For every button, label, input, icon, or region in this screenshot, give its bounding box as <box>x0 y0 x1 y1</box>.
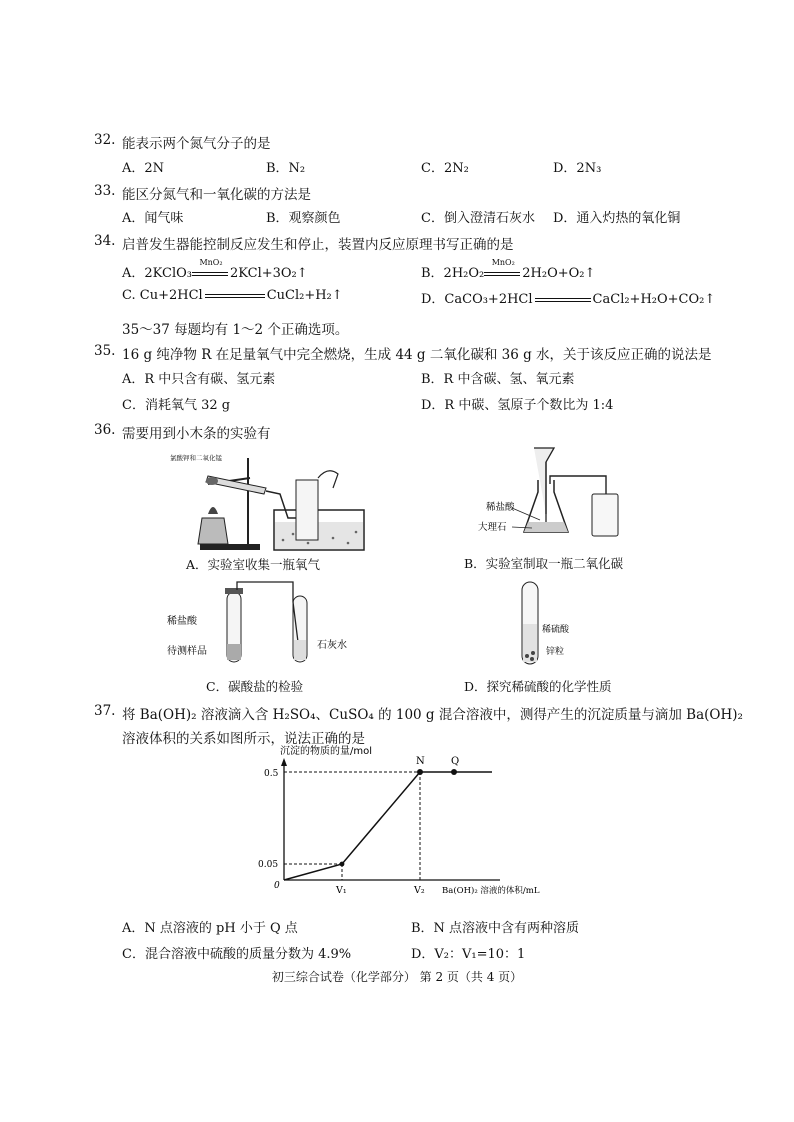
q37-option-d: D．V₂：V₁=10：1 <box>411 947 526 962</box>
q32-stem: 能表示两个氮气分子的是 <box>122 136 271 152</box>
q35-option-d: D．R 中碳、氢原子个数比为 1:4 <box>421 398 614 413</box>
page-footer: 初三综合试卷（化学部分） 第 2 页（共 4 页） <box>271 970 523 984</box>
figure-c-label-sample: 待测样品 <box>167 646 207 657</box>
q35-stem: 16 g 纯净物 R 在足量氧气中完全燃烧，生成 44 g 二氧化碳和 36 g 水，关于该反应正确的说法是 <box>122 347 712 363</box>
q37-option-a: A．N 点溶液的 pH 小于 Q 点 <box>122 921 298 936</box>
q36-caption-a: A．实验室收集一瓶氧气 <box>186 557 321 572</box>
q34-c-products: CuCl₂+H₂↑ <box>266 288 343 303</box>
q34-a-products: 2KCl+3O₂↑ <box>230 266 308 281</box>
q34-a-catalyst: MnO₂ <box>199 258 223 267</box>
figure-d-sulfuric-acid <box>508 578 598 670</box>
q34-option-a <box>122 258 308 281</box>
q34-c-equals <box>205 294 265 298</box>
q37-chart <box>258 740 570 900</box>
chart-point-v1 <box>340 862 345 867</box>
q34-d-products: CaCl₂+H₂O+CO₂↑ <box>592 292 716 307</box>
q35-number: 35. <box>94 343 116 359</box>
q32-option-d: D．2N₃ <box>553 161 602 176</box>
q34-d-equals <box>535 298 591 302</box>
q34-number: 34. <box>94 233 116 249</box>
figure-b-co2-preparation <box>464 444 634 554</box>
chart-x-tick-v1: V₁ <box>336 885 347 896</box>
figure-a-label: 氯酸钾和二氧化锰 <box>170 454 222 462</box>
multi-choice-note: 35～37 每题均有 1～2 个正确选项。 <box>122 322 349 338</box>
q37-option-c: C．混合溶液中硫酸的质量分数为 4.9% <box>122 947 352 962</box>
chart-y-tick-0-5: 0.5 <box>264 769 279 779</box>
q34-a-catalyst-arrow <box>192 258 230 281</box>
q34-option-b <box>421 258 596 281</box>
chart-x-label: Ba(OH)₂ 溶液的体积/mL <box>442 886 540 896</box>
q33-option-d: D．通入灼热的氧化铜 <box>553 211 681 226</box>
q37-stem-line1: 将 Ba(OH)₂ 溶液滴入含 H₂SO₄、CuSO₄ 的 100 g 混合溶液中，测得产生的沉淀质量与滴加 Ba(OH)₂ <box>122 707 743 723</box>
chart-label-q: Q <box>451 756 460 767</box>
q37-number: 37. <box>94 703 116 719</box>
q32-option-c: C．2N₂ <box>421 161 469 176</box>
q32-option-b: B．N₂ <box>266 161 306 176</box>
q33-number: 33. <box>94 183 116 199</box>
q36-caption-b: B．实验室制取一瓶二氧化碳 <box>464 556 624 571</box>
q34-option-c <box>122 288 343 303</box>
chart-label-n: N <box>416 756 425 767</box>
q36-number: 36. <box>94 422 116 438</box>
q33-option-b: B．观察颜色 <box>266 211 341 226</box>
figure-c-label-acid: 稀盐酸 <box>167 616 197 627</box>
q34-c-reactants: C. Cu+2HCl <box>122 288 203 303</box>
q36-caption-d: D．探究稀硫酸的化学性质 <box>464 679 612 694</box>
chart-y-label: 沉淀的物质的量/mol <box>280 746 373 757</box>
figure-d-label-zinc: 锌粒 <box>546 647 565 657</box>
q34-b-catalyst: MnO₂ <box>491 258 515 267</box>
q33-option-c: C．倒入澄清石灰水 <box>421 211 535 226</box>
q32-option-a: A．2N <box>122 161 165 176</box>
figure-b-label-acid: 稀盐酸 <box>486 502 515 513</box>
figure-d-label-acid: 稀硫酸 <box>542 625 570 635</box>
q37-stem-line2: 溶液体积的关系如图所示，说法正确的是 <box>122 731 365 747</box>
q35-option-a: A．R 中只含有碳、氢元素 <box>122 372 276 387</box>
q34-b-reactants: B．2H₂O₂ <box>421 266 485 281</box>
chart-point-n <box>417 769 423 775</box>
q33-stem: 能区分氮气和一氧化碳的方法是 <box>122 187 311 203</box>
q35-option-b: B．R 中含碳、氢、氧元素 <box>421 372 575 387</box>
q36-stem: 需要用到小木条的实验有 <box>122 426 271 442</box>
q36-caption-c: C．碳酸盐的检验 <box>206 679 304 694</box>
figure-c-label-limewater: 石灰水 <box>317 640 347 651</box>
chart-x-tick-v2: V₂ <box>414 885 425 896</box>
q34-stem: 启普发生器能控制反应发生和停止，装置内反应原理书写正确的是 <box>122 237 514 253</box>
figure-a-oxygen-collection <box>168 448 368 554</box>
q37-option-b: B．N 点溶液中含有两种溶质 <box>411 921 580 936</box>
figure-c-carbonate-test <box>165 578 375 670</box>
q35-option-c: C．消耗氧气 32 g <box>122 398 231 413</box>
q32-number: 32. <box>94 132 116 148</box>
q34-option-d <box>421 288 715 307</box>
q34-d-reactants: D．CaCO₃+2HCl <box>421 292 533 307</box>
chart-origin-label: 0 <box>274 881 280 891</box>
figure-b-label-marble: 大理石 <box>478 522 507 533</box>
q34-a-reactants: A．2KClO₃ <box>122 266 192 281</box>
q34-b-catalyst-arrow <box>484 258 522 281</box>
chart-point-q <box>451 769 457 775</box>
chart-y-tick-0-05: 0.05 <box>258 860 279 870</box>
q34-b-products: 2H₂O+O₂↑ <box>522 266 596 281</box>
q33-option-a: A．闻气味 <box>122 211 184 226</box>
